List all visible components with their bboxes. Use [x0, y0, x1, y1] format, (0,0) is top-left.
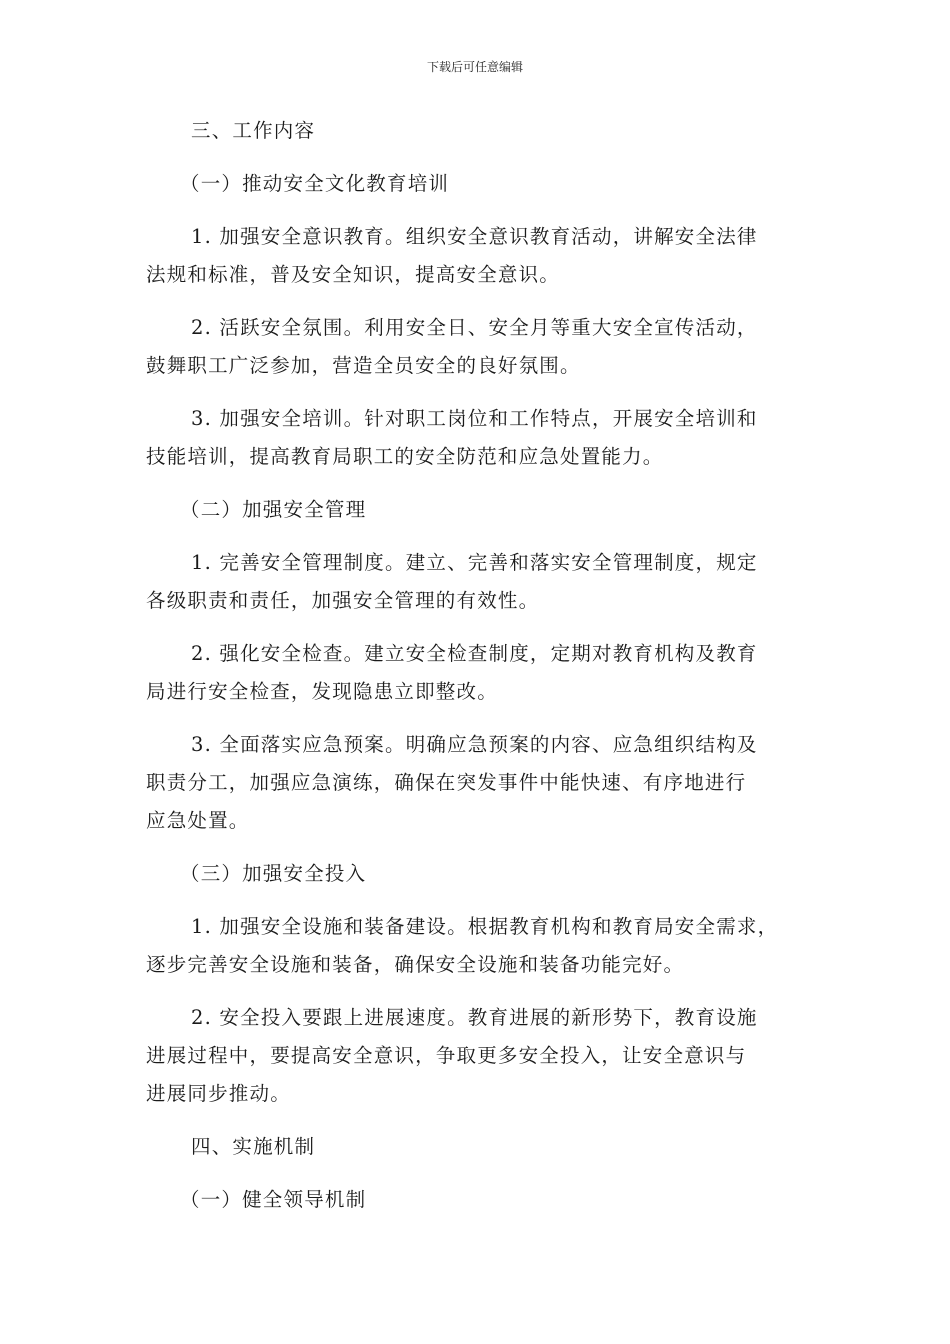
- paragraph: [146, 218, 808, 294]
- text-line: 法规和标准，普及安全知识，提高安全意识。: [146, 263, 561, 286]
- text-line: 四、实施机制: [191, 1135, 316, 1158]
- text-line: 应急处置。: [146, 809, 250, 832]
- paragraph: [146, 400, 808, 476]
- paragraph: [146, 908, 808, 984]
- text-line: 各级职责和责任，加强安全管理的有效性。: [146, 589, 540, 612]
- text-line: （三）加强安全投入: [180, 862, 367, 885]
- paragraph: [146, 999, 808, 1113]
- subheading: [146, 855, 808, 893]
- text-line: 3. 全面落实应急预案。明确应急预案的内容、应急组织结构及: [191, 733, 758, 756]
- heading: [146, 112, 808, 150]
- text-line: 进展同步推动。: [146, 1082, 291, 1105]
- text-line: 2. 安全投入要跟上进展速度。教育进展的新形势下，教育设施: [191, 1006, 758, 1029]
- text-line: 局进行安全检查，发现隐患立即整改。: [146, 680, 498, 703]
- text-line: 职责分工，加强应急演练，确保在突发事件中能快速、有序地进行: [146, 771, 747, 794]
- text-line: （二）加强安全管理: [180, 498, 367, 521]
- subheading: [146, 165, 808, 203]
- text-line: 3. 加强安全培训。针对职工岗位和工作特点，开展安全培训和: [191, 407, 758, 430]
- text-line: 1. 加强安全意识教育。组织安全意识教育活动，讲解安全法律: [191, 225, 758, 248]
- paragraph: [146, 635, 808, 711]
- text-line: 进展过程中，要提高安全意识，争取更多安全投入，让安全意识与: [146, 1044, 747, 1067]
- text-line: 2. 强化安全检查。建立安全检查制度，定期对教育机构及教育: [191, 642, 758, 665]
- paragraph: [146, 726, 808, 840]
- heading: [146, 1128, 808, 1166]
- text-line: 逐步完善安全设施和装备，确保安全设施和装备功能完好。: [146, 953, 685, 976]
- text-line: 1. 加强安全设施和装备建设。根据教育机构和教育局安全需求，: [191, 915, 779, 938]
- text-line: 鼓舞职工广泛参加，营造全员安全的良好氛围。: [146, 354, 581, 377]
- text-line: 技能培训，提高教育局职工的安全防范和应急处置能力。: [146, 445, 664, 468]
- header-note: 下载后可任意编辑: [426, 60, 523, 74]
- text-line: 2. 活跃安全氛围。利用安全日、安全月等重大安全宣传活动，: [191, 316, 758, 339]
- text-line: 三、工作内容: [191, 119, 316, 142]
- subheading: [146, 491, 808, 529]
- paragraph: [146, 309, 808, 385]
- document-body: [146, 112, 808, 1234]
- text-line: （一）推动安全文化教育培训: [180, 172, 450, 195]
- text-line: （一）健全领导机制: [180, 1188, 367, 1211]
- paragraph: [146, 544, 808, 620]
- text-line: 1. 完善安全管理制度。建立、完善和落实安全管理制度，规定: [191, 551, 758, 574]
- subheading: [146, 1181, 808, 1219]
